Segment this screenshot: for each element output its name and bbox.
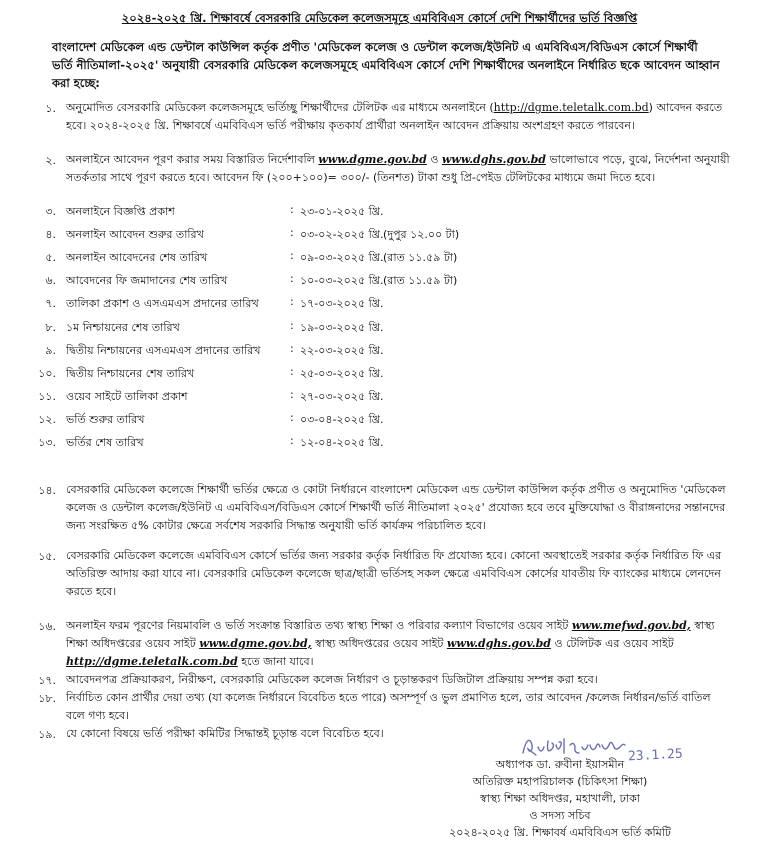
- item-text: নির্বাচিত কোন প্রার্থীর দেয়া তথ্য (যা কলেজ নির্ধারনে বিবেচিত হতে পারে) অসম্পূর্ণ ও ভুল প্রমাণিত হলে, তার আবেদন /কলেজ নির্ধারন/ভর্তি বাতিল বলে গণ্য হবে।: [66, 691, 711, 722]
- dgme-link[interactable]: www.dgme.gov.bd,: [199, 637, 312, 650]
- item-text: যে কোনো বিষয়ে ভর্তি পরীক্ষা কমিটির সিদ্ধান্তই চূড়ান্ত বলে বিবেচিত হবে।: [66, 727, 384, 740]
- schedule-colon: :: [290, 226, 294, 239]
- item-text: আবেদনপত্র প্রক্রিয়াকরণ, নিরীক্ষণ, বেসরকারি মেডিকেল কলেজ নির্ধারণ ও চূড়ান্তকরণ ডিজিটাল প্রক্রিয়ায় সম্পন্ন করা হবে।: [66, 673, 598, 686]
- notice-title: ২০২৪-২০২৫ খ্রি. শিক্ষাবর্ষে বেসরকারি মেডিকেল কলেজসমূহে এমবিবিএস কোর্সে দেশি শিক্ষার্থীদের ভর্তি বিজ্ঞপ্তি: [121, 11, 638, 25]
- item-text: বেসরকারি মেডিকেল কলেজে এমবিবিএস কোর্সে ভর্তির জন্য সরকার কর্তৃক নির্ধারিত ফি প্রযোজ্য হবে। কোনো অবস্থাতেই সরকার কর্তৃক নির্ধারিত ফি এর অতিরিক্ত আদায় করা যাবে না। বেসরকারি মেডিকেল কলেজে ছাত্র/ছাত্রী ভর্তিসহ সকল ক্ষেত্রে এমবিবিএস কোর্সের যাবতীয় ফি ব্যাংকের মাধ্যমে লেনদেন করতে হবে।: [66, 549, 722, 598]
- signature-date: 23.1.25: [627, 746, 684, 765]
- item-text: [66, 617, 731, 671]
- item-number: ১৮.: [38, 692, 56, 705]
- signatory-block: [430, 756, 690, 841]
- schedule-number: ৮.: [45, 321, 56, 334]
- schedule-date: ১৭-০৩-২০২৫ খ্রি.: [300, 297, 384, 310]
- item-text-mid: স্বাস্থ্য অধিদপ্তরের ওয়েব সাইট: [315, 637, 444, 650]
- item-text-mid: স্বাস্থ্য শিক্ষা অধিদপ্তরের ওয়েব সাইট: [66, 619, 715, 650]
- schedule-number: ৭.: [45, 297, 56, 310]
- schedule-date: ০৩-০২-২০২৫ খ্রি.: [300, 228, 384, 241]
- dgme-link[interactable]: www.dgme.gov.bd: [318, 153, 427, 166]
- schedule-label: ওয়েব সাইটে তালিকা প্রকাশ: [66, 390, 188, 403]
- schedule-label: অনলাইন আবেদনের শেষ তারিখ: [66, 251, 208, 264]
- item-text-post: হতে জানা যাবে।: [241, 655, 314, 668]
- schedule-label: দ্বিতীয় নিশ্চায়নের এসএমএস প্রদানের তারিখ: [66, 344, 261, 357]
- teletalk-link[interactable]: http://dgme.teletalk.com.bd: [493, 101, 649, 114]
- schedule-date: ২৩-০১-২০২৫ খ্রি.: [300, 205, 384, 218]
- schedule-note: (দুপুর ১২.০০ টা): [383, 228, 460, 241]
- item-text-mid: ও টেলিটক এর ওয়েব সাইট: [554, 637, 674, 650]
- schedule-number: ৯.: [45, 344, 56, 357]
- item-text: [66, 99, 731, 135]
- schedule-colon: :: [290, 319, 294, 332]
- signatory-role: ও সদস্য সচিব: [529, 809, 591, 822]
- schedule-label: দ্বিতীয় নিশ্চায়নের শেষ তারিখ: [66, 367, 195, 380]
- item-number: ১৫.: [38, 550, 56, 563]
- schedule-colon: :: [290, 365, 294, 378]
- schedule-number: ৩.: [45, 205, 56, 218]
- signatory-designation: অতিরিক্ত মহাপরিচালক (চিকিৎসা শিক্ষা): [472, 775, 648, 788]
- signatory-office: স্বাস্থ্য শিক্ষা অধিদপ্তর, মহাখালী, ঢাকা: [480, 792, 640, 805]
- schedule-label: তালিকা প্রকাশ ও এসএমএস প্রদানের তারিখ: [66, 297, 259, 310]
- schedule-date: ০৩-০৪-২০২৫ খ্রি.: [300, 413, 384, 426]
- schedule-number: ১০.: [38, 367, 56, 380]
- item-number: ১৯.: [38, 728, 56, 741]
- item-number: ২.: [45, 154, 56, 167]
- schedule-date: ০৯-০৩-২০২৫ খ্রি.: [300, 251, 384, 264]
- schedule-note: (রাত ১১.৫৯ টা): [383, 274, 458, 287]
- schedule-colon: :: [290, 203, 294, 216]
- schedule-number: ৫.: [45, 251, 56, 264]
- schedule-label: আবেদনের ফি জমাদানের শেষ তারিখ: [66, 274, 228, 287]
- mefwd-link[interactable]: www.mefwd.gov.bd,: [571, 619, 691, 632]
- schedule-date: ২২-০৩-২০২৫ খ্রি.: [300, 344, 384, 357]
- schedule-date: ১৯-০৩-২০২৫ খ্রি.: [300, 321, 384, 334]
- schedule-label: ভর্তি শুরুর তারিখ: [66, 413, 145, 426]
- schedule-colon: :: [290, 272, 294, 285]
- item-number: ১.: [45, 102, 56, 115]
- schedule-number: ১৩.: [38, 436, 56, 449]
- schedule-number: ১২.: [38, 413, 56, 426]
- item-text-post: ) আবেদন করতে হবে। ২০২৪-২০২৫ খ্রি. শিক্ষাবর্ষে এমবিবিএস ভর্তি পরীক্ষায় কৃতকার্য প্রার্থীরা অনলাইন আবেদন প্রক্রিয়ায় অংশগ্রহণ করতে পারবেন।: [66, 101, 723, 132]
- item-text-pre: অনলাইনে আবেদন পূরণ করার সময় বিস্তারিত নির্দেশাবলি: [66, 153, 315, 166]
- item-text: [66, 151, 731, 187]
- item-text-post: ভালোভাবে পড়ে, বুঝে, নির্দেশনা অনুযায়ী সতর্কতার সাথে পূরণ করতে হবে। আবেদন ফি (২০০+১০০)= ৩০০/- (তিনশত) টাকা শুধু প্রি-পেইড টেলিটকের মাধ্যমে জমা দিতে হবে।: [66, 153, 730, 184]
- schedule-note: (রাত ১১.৫৯ টা): [383, 251, 458, 264]
- schedule-label: ১ম নিশ্চায়নের শেষ তারিখ: [66, 321, 180, 334]
- item-text-pre: অনলাইন ফরম পূরণের নিয়মাবলি ও ভর্তি সংক্রান্ত বিস্তারিত তথ্য স্বাস্থ্য শিক্ষা ও পরিবার কল্যাণ বিভাগের ওয়েব সাইট: [66, 619, 569, 632]
- schedule-number: ৪.: [45, 228, 56, 241]
- schedule-colon: :: [290, 388, 294, 401]
- item-text: বেসরকারি মেডিকেল কলেজে শিক্ষার্থী ভর্তির ক্ষেত্রে ও কোটা নির্ধারনে বাংলাদেশ মেডিকেল এন্ড ডেন্টাল কাউন্সিল কর্তৃক প্রণীত ও অনুমোদিত 'মেডিকেল কলেজ ও ডেন্টাল কলেজ/ইউনিট এ এমবিবিএস/বিডিএস কোর্সে শিক্ষার্থী ভর্তি নীতিমালা ২০২৫' প্রযোজ্য হবে তবে মুক্তিযোদ্ধা ও বীরাঙ্গনাদের সন্তানদের জন্য সংরক্ষিত ৫% কোটার ক্ষেত্রে সর্বশেষ সরকারি সিদ্ধান্ত অনুযায়ী ভর্তি কার্যক্রম পরিচালিত হবে।: [66, 483, 726, 532]
- schedule-date: ২৭-০৩-২০২৫ খ্রি.: [300, 390, 384, 403]
- schedule-date: ১০-০৩-২০২৫ খ্রি.: [300, 274, 384, 287]
- schedule-date: ২৫-০৩-২০২৫ খ্রি.: [300, 367, 384, 380]
- schedule-colon: :: [290, 411, 294, 424]
- teletalk-link[interactable]: http://dgme.teletalk.com.bd: [66, 655, 238, 668]
- dghs-link[interactable]: www.dghs.gov.bd: [441, 153, 546, 166]
- schedule-label: অনলাইনে বিজ্ঞপ্তি প্রকাশ: [66, 205, 175, 218]
- signatory-name: অধ্যাপক ডা. রুবীনা ইয়াসমীন: [495, 758, 625, 771]
- item-text-mid: ও: [430, 153, 439, 166]
- dghs-link[interactable]: www.dghs.gov.bd: [446, 637, 551, 650]
- item-number: ১৬.: [38, 620, 56, 633]
- item-number: ১৪.: [38, 484, 56, 497]
- signatory-committee: ২০২৪-২০২৫ খ্রি. শিক্ষাবর্ষ এমবিবিএস ভর্তি কমিটি: [449, 826, 671, 839]
- schedule-colon: :: [290, 249, 294, 262]
- schedule-colon: :: [290, 434, 294, 447]
- schedule-date: ১২-০৪-২০২৫ খ্রি.: [300, 436, 384, 449]
- notice-intro: বাংলাদেশ মেডিকেল এন্ড ডেন্টাল কাউন্সিল কর্তৃক প্রণীত 'মেডিকেল কলেজ ও ডেন্টাল কলেজ/ইউনিট এ এমবিবিএস/বিডিএস কোর্সে শিক্ষার্থী ভর্তি নীতিমালা-২০২৫' অনুযায়ী বেসরকারি মেডিকেল কলেজসমূহে এমবিবিএস কোর্সে দেশি শিক্ষার্থীদের অনলাইনে নির্ধারিত ছকে আবেদন আহ্বান করা হচ্ছে:: [52, 40, 720, 90]
- schedule-number: ৬.: [45, 274, 56, 287]
- item-number: ১৭.: [38, 674, 56, 687]
- item-text-pre: অনুমোদিত বেসরকারি মেডিকেল কলেজসমূহে ভর্তিচ্ছু শিক্ষার্থীদের টেলিটক এর মাধ্যমে অনলাইনে (: [66, 101, 494, 114]
- schedule-number: ১১.: [38, 390, 56, 403]
- schedule-colon: :: [290, 295, 294, 308]
- schedule-colon: :: [290, 342, 294, 355]
- schedule-label: ভর্তির শেষ তারিখ: [66, 436, 144, 449]
- schedule-label: অনলাইন আবেদন শুরুর তারিখ: [66, 228, 204, 241]
